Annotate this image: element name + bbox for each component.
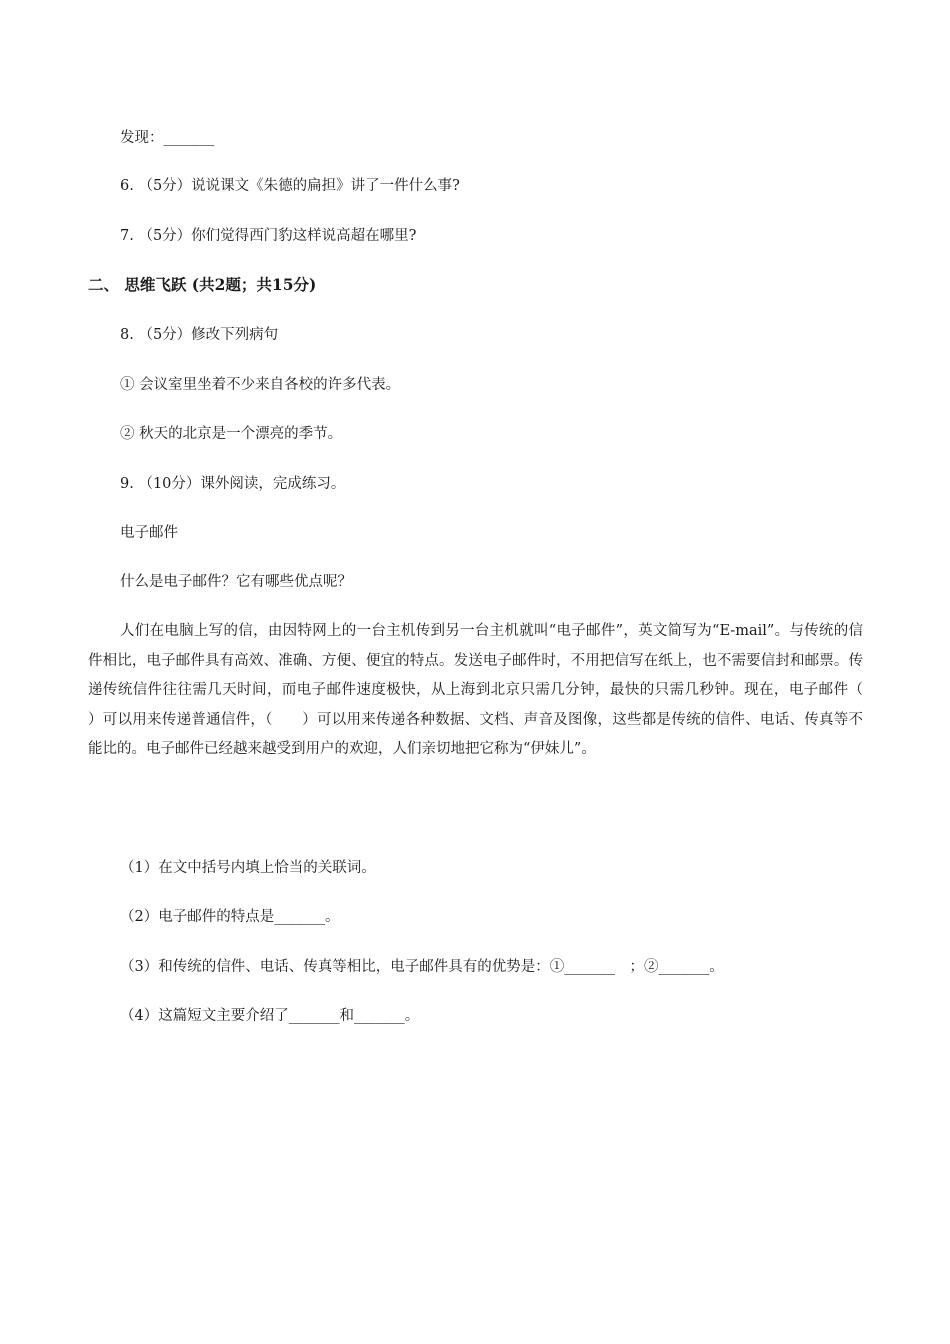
sub-question-1: （1）在文中括号内填上恰当的关联词。 — [120, 860, 376, 876]
sub-question-3: （3）和传统的信件、电话、传真等相比，电子邮件具有的优势是：①_______ ；②_______。 — [120, 959, 724, 975]
sub-question-4: （4）这篇短文主要介绍了_______和_______。 — [120, 1008, 420, 1024]
question-9: 9. （10分）课外阅读，完成练习。 — [120, 476, 346, 492]
question-8-sentence-2: ② 秋天的北京是一个漂亮的季节。 — [120, 426, 343, 442]
question-8: 8. （5分）修改下列病句 — [120, 327, 279, 343]
passage-question: 什么是电子邮件？它有哪些优点呢？ — [120, 574, 352, 590]
passage-title: 电子邮件 — [120, 525, 178, 541]
passage-body: 人们在电脑上写的信，由因特网上的一台主机传到另一台主机就叫“电子邮件”，英文简写为“E-mail”。与传统的信件相比，电子邮件具有高效、准确、方便、便宜的特点。发送电子邮件时，不用把信写在纸上，也不需要信封和邮票。传递传统信件往往需几天时间，而电子邮件速度极快，从上海到北京只需几分钟，最快的只需几秒钟。现在，电子邮件（ ）可以用来传递普通信件，（ ）可以用来传递各种数据、文档、声音及图像，这些都是传统的信件、电话、传真等不能比的。电子邮件已经越来越受到用户的欢迎，人们亲切地把它称为“伊妹儿”。 — [88, 623, 892, 758]
discovery-answer-line: 发现：_______ — [120, 130, 215, 146]
question-8-sentence-1: ① 会议室里坐着不少来自各校的许多代表。 — [120, 377, 401, 393]
question-6: 6. （5分）说说课文《朱德的扁担》讲了一件什么事? — [120, 178, 460, 194]
sub-question-2: （2）电子邮件的特点是_______。 — [120, 909, 340, 925]
question-7: 7. （5分）你们觉得西门豹这样说高超在哪里? — [120, 228, 417, 244]
section-2-heading: 二、 思维飞跃 (共2题；共15分) — [88, 275, 317, 294]
